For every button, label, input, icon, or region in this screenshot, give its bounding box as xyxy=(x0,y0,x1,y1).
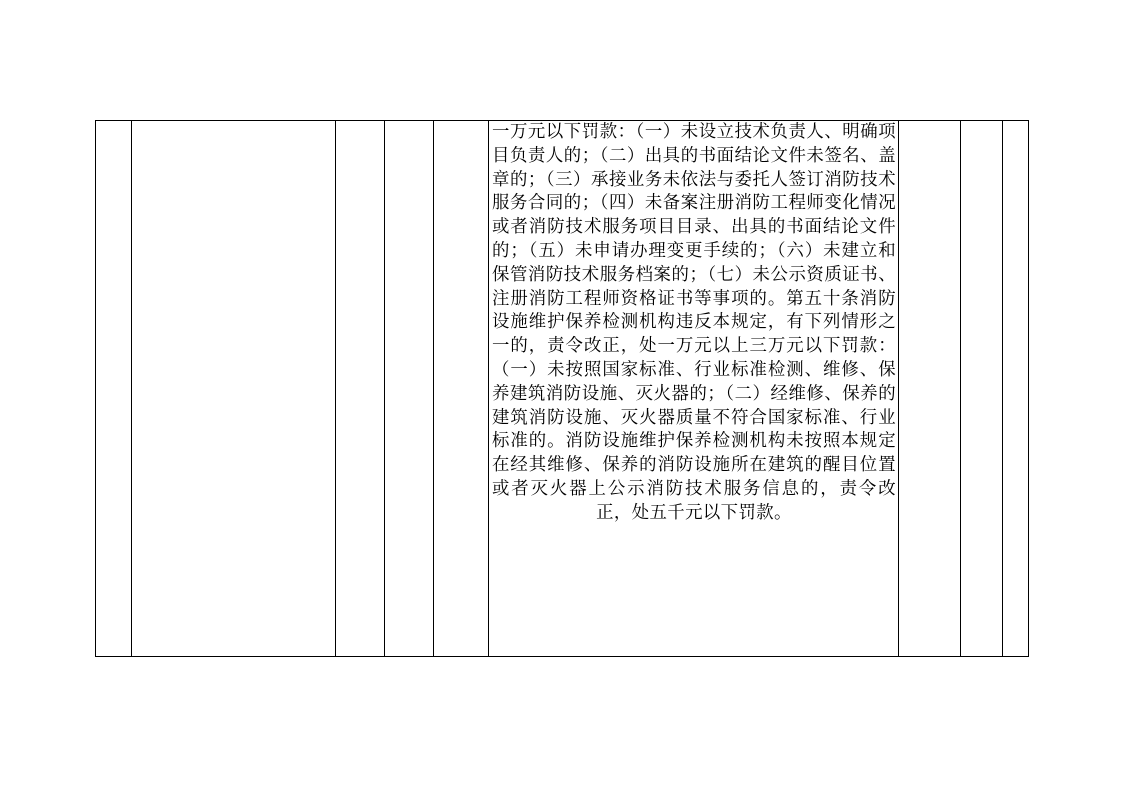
table-cell-remarks xyxy=(1003,121,1029,657)
table-cell-department xyxy=(899,121,961,657)
regulation-table xyxy=(95,120,1029,657)
table-cell-level xyxy=(961,121,1003,657)
table-cell-type xyxy=(336,121,385,657)
table-cell-basis xyxy=(434,121,489,657)
penalty-text: 一万元以下罚款：（一）未设立技术负责人、明确项目负责人的；（二）出具的书面结论文件未签名、盖章的；（三）承接业务未依法与委托人签订消防技术服务合同的；（四）未备案注册消防工程师变化情况或者消防技术服务项目目录、出具的书面结论文件的；（五）未申请办理变更手续的；（六）未建立和保管消防技术服务档案的；（七）未公示资质证书、注册消防工程师资格证书等事项的。第五十条消防设施维护保养检测机构违反本规定，有下列情形之一的，责令改正，处一万元以上三万元以下罚款：（一）未按照国家标准、行业标准检测、维修、保养建筑消防设施、灭火器的；（二）经维修、保养的建筑消防设施、灭火器质量不符合国家标准、行业标准的。消防设施维护保养检测机构未按照本规定在经其维修、保养的消防设施所在建筑的醒目位置或者灭火器上公示消防技术服务信息的，责令改正，处五千元以下罚款。 xyxy=(492,122,896,523)
table-cell-item xyxy=(132,121,336,657)
table-cell-penalty-text xyxy=(489,121,899,657)
table-cell-subject xyxy=(385,121,434,657)
table-cell-index xyxy=(96,121,132,657)
table-row xyxy=(96,121,1029,657)
